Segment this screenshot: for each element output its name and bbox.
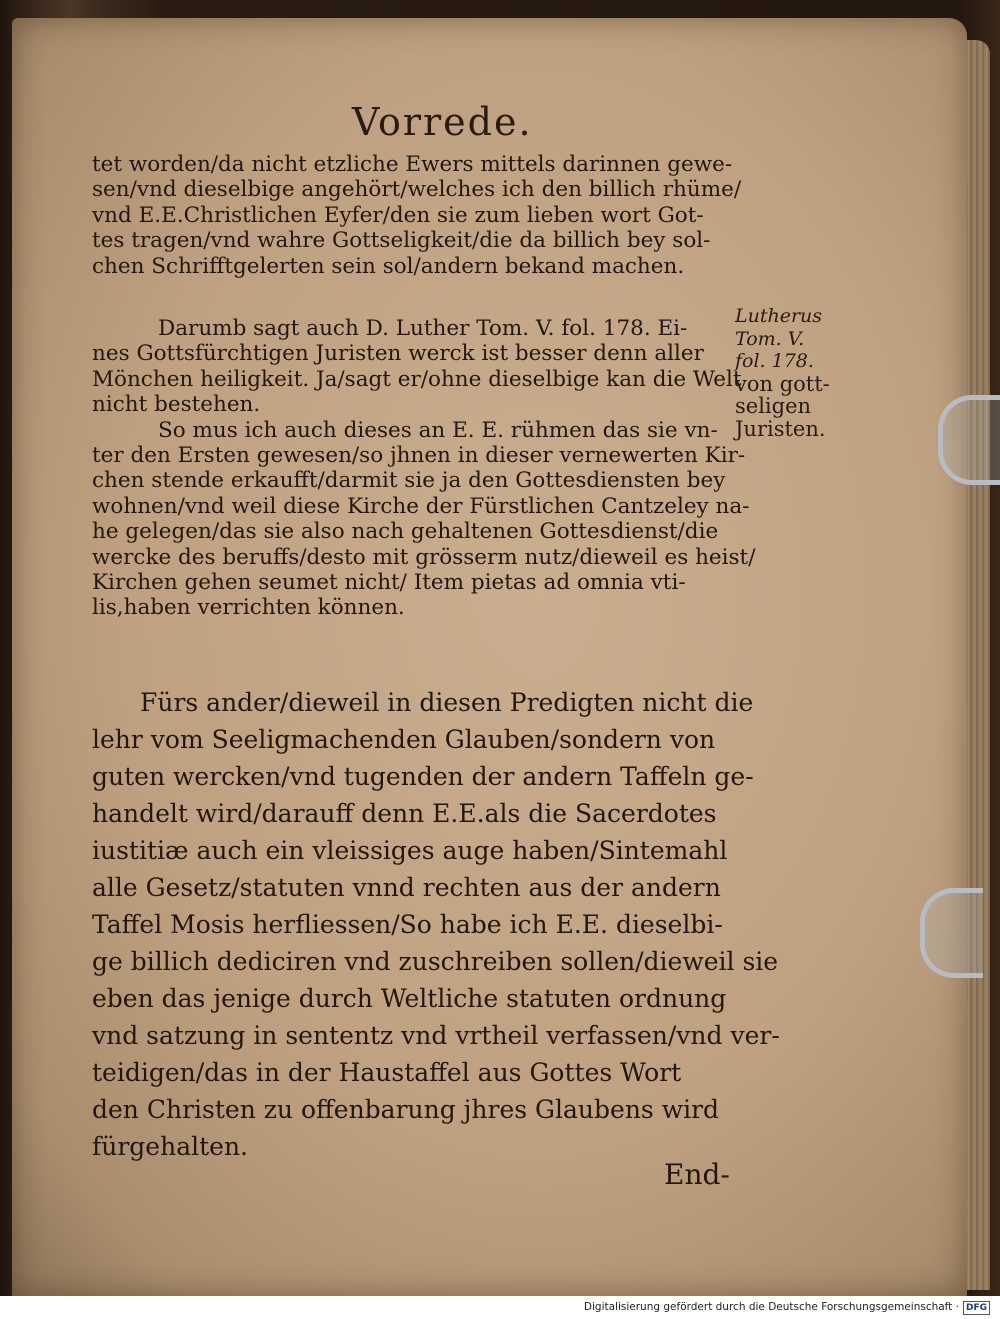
text-line: handelt wird/darauff denn E.E.als die Sacerdotes	[92, 799, 717, 828]
footer-text: Digitalisierung gefördert durch die Deutsche Forschungsgemeinschaft ·	[583, 1301, 959, 1313]
text-line: nes Gottsfürchtigen Juristen werck ist besser denn aller	[92, 341, 704, 367]
text-line: den Christen zu offenbarung jhres Glaubens wird	[92, 1095, 720, 1124]
paragraph-1	[92, 152, 741, 279]
text-line: Kirchen gehen seumet nicht/ Item pietas ad omnia vti-	[92, 570, 686, 596]
page-heading: Vorrede.	[352, 100, 533, 144]
margin-note	[735, 305, 830, 440]
margin-line: seligen	[735, 394, 812, 418]
text-line: sen/vnd dieselbige angehört/welches ich den billich rhüme/	[92, 177, 742, 203]
paragraph-4	[92, 684, 780, 1165]
text-line: vnd satzung in sententz vnd vrtheil verfassen/vnd ver-	[92, 1021, 780, 1050]
catchword: End-	[664, 1158, 730, 1191]
text-line: Mönchen heiligkeit. Ja/sagt er/ohne dieselbige kan die Welt	[92, 366, 742, 392]
page-clip-bottom	[920, 888, 983, 978]
text-line: chen stende erkaufft/darmit sie ja den Gottesdiensten bey	[92, 468, 726, 494]
text-line: tet worden/da nicht etzliche Ewers mittels darinnen gewe-	[92, 152, 733, 177]
text-line: nicht bestehen.	[92, 392, 261, 418]
text-line: eben das jenige durch Weltliche statuten ordnung	[92, 984, 727, 1013]
text-line: vnd E.E.Christlichen Eyfer/den sie zum lieben wort Got-	[92, 202, 704, 228]
text-line: So mus ich auch dieses an E. E. rühmen das sie vn-	[158, 417, 718, 443]
text-line: lis,haben verrichten können.	[92, 595, 405, 621]
text-line: lehr vom Seeligmachenden Glauben/sondern von	[92, 725, 716, 754]
text-line: alle Gesetz/statuten vnnd rechten aus der andern	[92, 873, 721, 902]
dfg-logo: DFG	[963, 1301, 990, 1315]
text-line: he gelegen/das sie also nach gehaltenen Gottesdienst/die	[92, 519, 719, 545]
page-clip-top	[938, 395, 1000, 485]
text-line: tes tragen/vnd wahre Gottseligkeit/die da billich bey sol-	[92, 228, 711, 254]
text-line: iustitiæ auch ein vleissiges auge haben/Sintemahl	[92, 836, 728, 865]
text-line: fürgehalten.	[92, 1132, 248, 1161]
footer-bar	[0, 1296, 1000, 1319]
margin-line: Juristen.	[735, 416, 826, 441]
text-line: guten wercken/vnd tugenden der andern Taffeln ge-	[92, 762, 754, 791]
text-line: wohnen/vnd weil diese Kirche der Fürstlichen Cantzeley na-	[92, 493, 750, 519]
text-line: Darumb sagt auch D. Luther Tom. V. fol. 178. Ei-	[158, 316, 688, 341]
margin-line: von gott-	[735, 371, 830, 396]
text-line: ge billich dediciren vnd zuschreiben sollen/dieweil sie	[92, 947, 779, 976]
text-line: Fürs ander/dieweil in diesen Predigten nicht die	[140, 688, 754, 717]
paragraph-2-3	[92, 316, 755, 621]
text-line: teidigen/das in der Haustaffel aus Gottes Wort	[92, 1058, 682, 1087]
margin-line: fol. 178.	[735, 350, 814, 372]
text-line: Taffel Mosis herfliessen/So habe ich E.E. dieselbi-	[92, 910, 723, 939]
margin-line: Tom. V.	[735, 327, 805, 350]
text-line: wercke des beruffs/desto mit grösserm nutz/dieweil es heist/	[92, 544, 756, 570]
margin-line: Lutherus	[735, 305, 823, 327]
text-line: ter den Ersten gewesen/so jhnen in dieser vernewerten Kir-	[92, 443, 746, 469]
text-line: chen Schrifftgelerten sein sol/andern bekand machen.	[92, 253, 685, 279]
